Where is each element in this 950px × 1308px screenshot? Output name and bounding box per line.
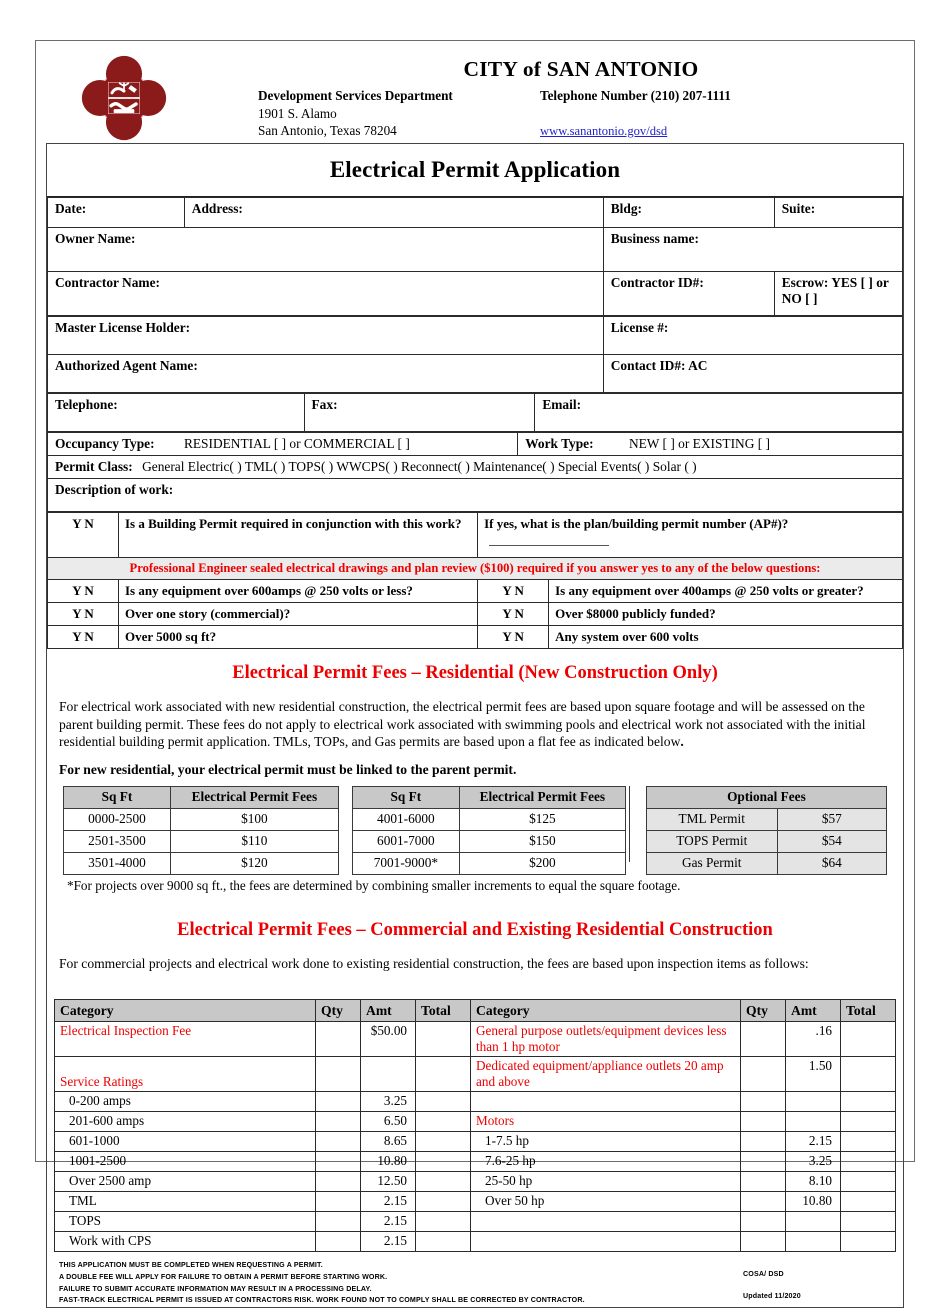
inspection-category-right: General purpose outlets/equipment devices less than 1 hp motor: [471, 1022, 741, 1057]
inspection-qty-right[interactable]: [741, 1022, 786, 1057]
inspection-category-right: Motors: [471, 1112, 741, 1132]
commercial-fees-section: [47, 902, 903, 994]
table-gap-2: [629, 786, 646, 862]
sqft-fee: $125: [459, 808, 625, 830]
table-row-description: [48, 479, 903, 512]
column-header-category-left: Category: [55, 1000, 316, 1022]
inspection-total-right[interactable]: [841, 1172, 896, 1192]
ap-number-input-line[interactable]: [489, 533, 609, 546]
inspection-amt-right: [786, 1212, 841, 1232]
address-line-1: 1901 S. Alamo: [258, 105, 337, 121]
inspection-category-right: [471, 1092, 741, 1112]
inspection-category-left: Work with CPS: [55, 1232, 316, 1252]
yn-toggle-q3-left[interactable]: Y N: [48, 626, 119, 649]
business-name-field[interactable]: Business name:: [603, 228, 902, 272]
inspection-amt-left: 10.80: [361, 1152, 416, 1172]
inspection-amt-right: 8.10: [786, 1172, 841, 1192]
inspection-total-left[interactable]: [416, 1172, 471, 1192]
inspection-amt-left: 6.50: [361, 1112, 416, 1132]
inspection-amt-right: [786, 1112, 841, 1132]
sqft-table-footnote: *For projects over 9000 sq ft., the fees are determined by combining smaller increments to equal the square footage.: [67, 877, 681, 893]
inspection-total-left[interactable]: [416, 1212, 471, 1232]
inspection-qty-right[interactable]: [741, 1232, 786, 1252]
fax-field[interactable]: Fax:: [304, 394, 535, 432]
work-type-options[interactable]: NEW [ ] or EXISTING [ ]: [628, 436, 770, 451]
inspection-total-right[interactable]: [841, 1112, 896, 1132]
table-row: [352, 808, 625, 830]
footer-line-3: FAILURE TO SUBMIT ACCURATE INFORMATION MAY RESULT IN A PROCESSING DELAY.: [59, 1284, 372, 1293]
question-text-q3-right: Any system over 600 volts: [549, 626, 903, 649]
license-info-table: [47, 316, 903, 393]
inspection-category-right: 7.6-25 hp: [471, 1152, 741, 1172]
column-header-qty-left: Qty: [316, 1000, 361, 1022]
letterhead-row-2: [258, 105, 904, 123]
inspection-total-right[interactable]: [841, 1192, 896, 1212]
inspection-qty-right[interactable]: [741, 1152, 786, 1172]
yn-toggle-q2-right[interactable]: Y N: [478, 603, 549, 626]
sqft-fee: $110: [170, 830, 338, 852]
table-row: [55, 1022, 896, 1057]
commercial-fees-heading: Electrical Permit Fees – Commercial and Existing Residential Construction: [177, 919, 773, 940]
occupancy-type-label: Occupancy Type:: [55, 436, 155, 451]
inspection-qty-right[interactable]: [741, 1192, 786, 1212]
table-row: [55, 1092, 896, 1112]
owner-name-field[interactable]: Owner Name:: [48, 228, 604, 272]
inspection-fee-table: [54, 999, 896, 1252]
inspection-amt-right: .16: [786, 1022, 841, 1057]
column-header-fees-left: Electrical Permit Fees: [170, 786, 338, 808]
ap-number-cell[interactable]: [478, 513, 903, 558]
authorized-agent-field[interactable]: Authorized Agent Name:: [48, 355, 604, 393]
footer-updated-date: Updated 11/2020: [743, 1291, 801, 1300]
column-header-amt-left: Amt: [361, 1000, 416, 1022]
sqft-range: 6001-7000: [352, 830, 459, 852]
applicant-info-table: [47, 197, 903, 316]
table-row: [55, 1112, 896, 1132]
inspection-qty-left[interactable]: [316, 1232, 361, 1252]
table-row-owner: [48, 228, 903, 272]
table-row: [48, 580, 903, 603]
inspection-total-left[interactable]: [416, 1057, 471, 1092]
inspection-qty-left[interactable]: [316, 1152, 361, 1172]
inspection-category-right: [471, 1212, 741, 1232]
table-row-pe-notice: [48, 558, 903, 580]
residential-fees-heading: Electrical Permit Fees – Residential (New Construction Only): [232, 663, 718, 683]
telephone-field[interactable]: Telephone:: [48, 394, 305, 432]
master-license-holder-field[interactable]: Master License Holder:: [48, 317, 604, 355]
table-row: [55, 1057, 896, 1092]
footer-org: COSA/ DSD: [743, 1270, 784, 1279]
inspection-amt-left: [361, 1057, 416, 1092]
sqft-range: 3501-4000: [64, 852, 171, 874]
sqft-fee: $100: [170, 808, 338, 830]
letterhead-text: [184, 53, 904, 140]
inspection-total-left[interactable]: [416, 1192, 471, 1212]
inspection-total-right[interactable]: [841, 1092, 896, 1112]
residential-linked-permit-note: For new residential, your electrical permit must be linked to the parent permit.: [59, 761, 517, 777]
residential-paragraph-period: .: [680, 734, 684, 750]
inspection-amt-right: 10.80: [786, 1192, 841, 1212]
address-field[interactable]: Address:: [184, 198, 603, 228]
table-row: [55, 1132, 896, 1152]
work-type-cell[interactable]: [518, 433, 903, 456]
optional-fees-table: [646, 786, 887, 875]
table-row: [646, 830, 886, 852]
table-row-agent: [48, 355, 903, 393]
inspection-total-left[interactable]: [416, 1022, 471, 1057]
city-seal-icon: [81, 55, 167, 141]
residential-fees-paragraph: [59, 698, 891, 751]
contractor-id-field[interactable]: Contractor ID#:: [603, 272, 774, 316]
inspection-total-right[interactable]: [841, 1132, 896, 1152]
website-cell: [540, 122, 904, 140]
question-text-q1-right: Is any equipment over 400amps @ 250 volts or greater?: [549, 580, 903, 603]
optional-fee-name: TOPS Permit: [646, 830, 777, 852]
contact-id-field[interactable]: Contact ID#: AC: [603, 355, 902, 393]
inspection-qty-left[interactable]: [316, 1212, 361, 1232]
inspection-category-right: 1-7.5 hp: [471, 1132, 741, 1152]
sqft-fee: $200: [459, 852, 625, 874]
table-row-occupancy-worktype: [48, 433, 903, 456]
optional-fee-amount: $54: [777, 830, 886, 852]
footer-meta-spacer: [743, 1281, 893, 1291]
optional-fee-name: Gas Permit: [646, 852, 777, 874]
professional-engineer-notice: Professional Engineer sealed electrical drawings and plan review ($100) required if you answer yes to any of the below questions:: [48, 558, 903, 580]
sqft-range: 4001-6000: [352, 808, 459, 830]
letterhead-spacer: [540, 105, 904, 123]
inspection-category-right: Over 50 hp: [471, 1192, 741, 1212]
table-row: [64, 830, 339, 852]
residential-fee-tables: [59, 786, 891, 875]
telephone-number: Telephone Number (210) 207-1111: [540, 88, 731, 103]
inspection-total-right[interactable]: [841, 1022, 896, 1057]
email-field[interactable]: Email:: [535, 394, 903, 432]
inspection-amt-right: [786, 1092, 841, 1112]
inspection-category-left: TML: [55, 1192, 316, 1212]
table-row: [55, 1192, 896, 1212]
table-row: [48, 603, 903, 626]
inspection-total-right[interactable]: [841, 1152, 896, 1172]
table-row-building-permit-question: [48, 513, 903, 558]
yn-toggle-q1-right[interactable]: Y N: [478, 580, 549, 603]
inspection-qty-left[interactable]: [316, 1132, 361, 1152]
inspection-category-left: TOPS: [55, 1212, 316, 1232]
city-seal-svg: [81, 55, 167, 141]
inspection-qty-right[interactable]: [741, 1212, 786, 1232]
document-footer: [47, 1252, 903, 1307]
yn-toggle-q1-left[interactable]: Y N: [48, 580, 119, 603]
date-field[interactable]: Date:: [48, 198, 185, 228]
inspection-category-right: 25-50 hp: [471, 1172, 741, 1192]
table-row: [64, 852, 339, 874]
inspection-qty-left[interactable]: [316, 1192, 361, 1212]
building-permit-question: Is a Building Permit required in conjunction with this work?: [119, 513, 478, 558]
inspection-qty-right[interactable]: [741, 1057, 786, 1092]
inspection-category-left: Over 2500 amp: [55, 1172, 316, 1192]
inspection-category-left: Service Ratings: [55, 1057, 316, 1092]
type-selection-table: [47, 432, 903, 512]
sqft-range: 2501-3500: [64, 830, 171, 852]
sqft-fee-table-right: [352, 786, 626, 875]
inspection-category-left: 1001-2500: [55, 1152, 316, 1172]
inspection-amt-right: 2.15: [786, 1132, 841, 1152]
suite-field[interactable]: Suite:: [774, 198, 902, 228]
inspection-qty-left[interactable]: [316, 1092, 361, 1112]
inspection-total-left[interactable]: [416, 1132, 471, 1152]
question-text-q3-left: Over 5000 sq ft?: [119, 626, 478, 649]
table-header-row: [646, 786, 886, 808]
inspection-qty-left[interactable]: [316, 1172, 361, 1192]
column-header-category-right: Category: [471, 1000, 741, 1022]
yn-toggle-q2-left[interactable]: Y N: [48, 603, 119, 626]
inspection-amt-left: $50.00: [361, 1022, 416, 1057]
column-header-sqft-left: Sq Ft: [64, 786, 171, 808]
inspection-total-left[interactable]: [416, 1092, 471, 1112]
inspection-category-left: Electrical Inspection Fee: [55, 1022, 316, 1057]
inspection-total-left[interactable]: [416, 1112, 471, 1132]
table-row-contact: [48, 394, 903, 432]
sqft-fee: $150: [459, 830, 625, 852]
ap-number-question: If yes, what is the plan/building permit number (AP#)?: [484, 516, 789, 531]
footer-meta: [743, 1260, 893, 1307]
yn-toggle-building-permit[interactable]: Y N: [48, 513, 119, 558]
inspection-qty-right[interactable]: [741, 1112, 786, 1132]
footer-disclaimer: [59, 1260, 743, 1307]
inspection-amt-left: 8.65: [361, 1132, 416, 1152]
table-row: [55, 1152, 896, 1172]
inspection-total-right[interactable]: [841, 1232, 896, 1252]
letterhead-row-3: [258, 122, 904, 140]
table-row-master-license: [48, 317, 903, 355]
work-type-label: Work Type:: [525, 436, 594, 451]
inspection-qty-left[interactable]: [316, 1112, 361, 1132]
inspection-category-left: 201-600 amps: [55, 1112, 316, 1132]
application-form-box: [46, 143, 904, 1308]
inspection-amt-left: 2.15: [361, 1212, 416, 1232]
table-row-permit-class: [48, 456, 903, 479]
inspection-category-right: [471, 1232, 741, 1252]
table-row: [48, 626, 903, 649]
license-number-field[interactable]: License #:: [603, 317, 902, 355]
sqft-fee-table-left: [63, 786, 339, 875]
occupancy-type-cell[interactable]: [48, 433, 518, 456]
inspection-total-left[interactable]: [416, 1152, 471, 1172]
inspection-qty-left[interactable]: [316, 1057, 361, 1092]
inspection-amt-left: 2.15: [361, 1192, 416, 1212]
inspection-category-left: 601-1000: [55, 1132, 316, 1152]
inspection-fee-table-wrap: [47, 993, 903, 1252]
inspection-amt-right: 1.50: [786, 1057, 841, 1092]
table-row-date-address: [48, 198, 903, 228]
optional-fee-amount: $64: [777, 852, 886, 874]
document-page: [35, 40, 915, 1305]
table-row: [55, 1212, 896, 1232]
column-header-total-left: Total: [416, 1000, 471, 1022]
residential-fees-section: [47, 649, 903, 902]
table-row: [646, 852, 886, 874]
table-row-contractor: [48, 272, 903, 316]
city-title: CITY of SAN ANTONIO: [463, 57, 699, 81]
table-row: [646, 808, 886, 830]
sqft-range: 7001-9000*: [352, 852, 459, 874]
letterhead: [36, 41, 914, 141]
table-row: [352, 852, 625, 874]
column-header-qty-right: Qty: [741, 1000, 786, 1022]
commercial-fees-paragraph: For commercial projects and electrical work done to existing residential construction, the fees are based upon inspection items as follows:: [59, 955, 809, 971]
inspection-amt-right: [786, 1232, 841, 1252]
inspection-qty-left[interactable]: [316, 1022, 361, 1057]
inspection-category-left: 0-200 amps: [55, 1092, 316, 1112]
permit-class-cell[interactable]: [48, 456, 903, 479]
inspection-total-right[interactable]: [841, 1212, 896, 1232]
footer-line-1: THIS APPLICATION MUST BE COMPLETED WHEN REQUESTING A PERMIT.: [59, 1261, 323, 1270]
inspection-qty-right[interactable]: [741, 1092, 786, 1112]
table-header-row: [55, 1000, 896, 1022]
inspection-amt-right: 3.25: [786, 1152, 841, 1172]
inspection-qty-right[interactable]: [741, 1132, 786, 1152]
footer-line-4: FAST-TRACK ELECTRICAL PERMIT IS ISSUED AT CONTRACTORS RISK. WORK FOUND NOT TO COMPLY SHALL BE CORRECTED BY CONTRACTOR.: [59, 1296, 585, 1305]
yes-no-questions-table: [47, 512, 903, 649]
inspection-amt-left: 2.15: [361, 1232, 416, 1252]
table-row: [55, 1232, 896, 1252]
sqft-fee: $120: [170, 852, 338, 874]
inspection-total-left[interactable]: [416, 1232, 471, 1252]
residential-paragraph-text: For electrical work associated with new residential construction, the electrical permit fees are based upon square footage and will be assessed on the parent building permit. These fees do not apply to electrical work associated with swimming pools and electrical work not associated with the initial residential building permit application. TMLs, TOPs, and Gas permits are based upon a flat fee as indicated below: [59, 699, 866, 750]
website-link[interactable]: www.sanantonio.gov/dsd: [540, 124, 668, 139]
inspection-total-right[interactable]: [841, 1057, 896, 1092]
contact-info-table: [47, 393, 903, 432]
table-row: [55, 1172, 896, 1192]
logo-container: [64, 53, 184, 141]
column-header-fees-right: Electrical Permit Fees: [459, 786, 625, 808]
description-of-work-field[interactable]: Description of work:: [48, 479, 903, 512]
question-text-q1-left: Is any equipment over 600amps @ 250 volts or less?: [119, 580, 478, 603]
escrow-field[interactable]: Escrow: YES [ ] or NO [ ]: [774, 272, 902, 316]
bldg-field[interactable]: Bldg:: [603, 198, 774, 228]
inspection-category-right: Dedicated equipment/appliance outlets 20 amp and above: [471, 1057, 741, 1092]
column-header-sqft-right: Sq Ft: [352, 786, 459, 808]
permit-class-options[interactable]: General Electric( ) TML( ) TOPS( ) WWCPS( ) Reconnect( ) Maintenance( ) Special Events( ) Solar ( ): [142, 459, 697, 474]
permit-class-label: Permit Class:: [55, 459, 133, 474]
occupancy-type-options[interactable]: RESIDENTIAL [ ] or COMMERCIAL [ ]: [183, 436, 410, 451]
inspection-qty-right[interactable]: [741, 1172, 786, 1192]
inspection-amt-left: 12.50: [361, 1172, 416, 1192]
table-row: [352, 830, 625, 852]
department-name: Development Services Department: [258, 88, 453, 103]
optional-fee-name: TML Permit: [646, 808, 777, 830]
yn-toggle-q3-right[interactable]: Y N: [478, 626, 549, 649]
table-row: [64, 808, 339, 830]
address-line-2: San Antonio, Texas 78204: [258, 123, 397, 139]
question-text-q2-right: Over $8000 publicly funded?: [549, 603, 903, 626]
optional-fee-amount: $57: [777, 808, 886, 830]
sqft-range: 0000-2500: [64, 808, 171, 830]
column-header-amt-right: Amt: [786, 1000, 841, 1022]
table-header-row: [64, 786, 339, 808]
column-header-optional-fees: Optional Fees: [646, 786, 886, 808]
question-text-q2-left: Over one story (commercial)?: [119, 603, 478, 626]
page-title: Electrical Permit Application: [47, 144, 903, 197]
table-header-row: [352, 786, 625, 808]
inspection-amt-left: 3.25: [361, 1092, 416, 1112]
letterhead-detail-rows: [258, 87, 904, 140]
footer-line-2: A DOUBLE FEE WILL APPLY FOR FAILURE TO OBTAIN A PERMIT BEFORE STARTING WORK.: [59, 1272, 388, 1281]
column-header-total-right: Total: [841, 1000, 896, 1022]
contractor-name-field[interactable]: Contractor Name:: [48, 272, 604, 316]
letterhead-row-1: [258, 87, 904, 105]
